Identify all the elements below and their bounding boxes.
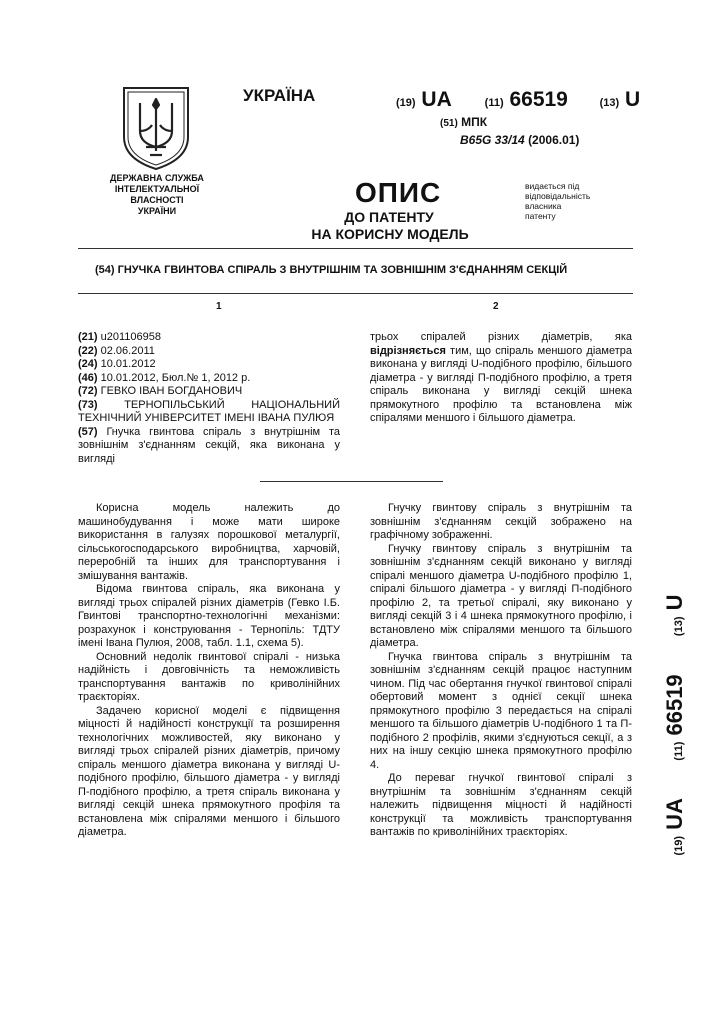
biblio-text: u201106958 — [100, 331, 161, 343]
code-51: (51) — [440, 118, 458, 129]
code-19: (19) — [396, 97, 416, 109]
claim-keyword: відрізняється — [370, 344, 446, 357]
description-paragraph: До переваг гнучкої гвинтової спіралі з внутрішнім та зовнішнім з'єднанням секцій належить підвищення міцності й надійності конструкції та можливість транспортування вантажів по криволінійних траєкторіях. — [370, 772, 632, 838]
biblio-text: ГЕВКО ІВАН БОГДАНОВИЧ — [100, 385, 243, 397]
coat-of-arms-icon — [120, 85, 192, 171]
side-code-11: (11) — [673, 741, 685, 761]
code-11: (11) — [484, 97, 504, 109]
ipc-block — [440, 114, 579, 149]
issued-note — [525, 181, 590, 221]
issued-line: власника — [525, 201, 562, 211]
biblio-code: (46) — [78, 371, 98, 384]
biblio-entry — [78, 399, 340, 426]
description-paragraph: Гнучка гвинтова спіраль з внутрішнім та зовнішнім з'єднанням секцій працює наступним чином. Під час обертання гнучкої гвинтової спіралі обертовий момент з однієї секції шнека прямокутного профілю 3 передається на спіралі меншого та більшого діаметрів U-подібного 1 та П-подібного 2 профілів, якими з'єднуються секції, а з них на іншу секцію шнека прямокутного профілю 4. — [370, 650, 632, 771]
biblio-entry — [78, 385, 340, 399]
side-code-13: (13) — [673, 616, 685, 637]
biblio-code: (57) — [78, 425, 98, 438]
doc-subtitle: НА КОРИСНУ МОДЕЛЬ — [311, 226, 469, 242]
issued-line: видається під — [525, 181, 580, 191]
biblio-entry — [78, 345, 340, 359]
claim-text: трьох спіралей різних діаметрів, яка — [370, 331, 632, 343]
code-13: (13) — [599, 97, 620, 109]
description-paragraph: Гнучку гвинтову спіраль з внутрішнім та зовнішнім з'єднанням секцій виконано у вигляді спіралі меншого діаметра U-подібного профілю 1, спіралі більшого діаметра - у вигляді П-подібного профілю 2, та третьої спіралі, яку виконано у вигляді секцій 3 і 4 шнека прямокутного профілю, і встановлено між спіралями меншого та більшого діаметра. — [370, 542, 632, 649]
side-kind-code: U — [662, 594, 687, 611]
doc-type: ОПИС — [355, 177, 442, 208]
column-number: 1 — [216, 301, 222, 312]
biblio-code: (73) — [78, 398, 98, 411]
issued-line: відповідальність — [525, 191, 591, 201]
utility-model-title: (54) ГНУЧКА ГВИНТОВА СПІРАЛЬ З ВНУТРІШНІМ ТА ЗОВНІШНІМ З'ЄДНАННЯМ СЕКЦІЙ — [95, 264, 568, 276]
biblio-code: (21) — [78, 331, 98, 343]
side-code-19: (19) — [673, 835, 685, 856]
divider — [78, 248, 633, 249]
biblio-text: 10.01.2012, Бюл.№ 1, 2012 р. — [100, 371, 251, 384]
description-paragraph: Задачею корисної моделі є підвищення міцності й надійності конструкції та розширення технологічних можливостей, яку виконано у вигляді трьох спіралей різних діаметрів, причому спіраль меншого діаметра виконана у вигляді U-подібного профілю, більшого діаметра - у вигляді П-подібного профілю, а третя спіраль виконана у вигляді секцій шнека прямокутного профіля та встановлена між спіралями меншого і більшого діаметра. — [78, 704, 340, 838]
biblio-code: (22) — [78, 344, 98, 357]
divider — [78, 293, 633, 294]
country-code: UA — [421, 88, 451, 111]
description-left-column — [78, 502, 340, 840]
agency-name — [96, 173, 218, 217]
agency-line: ІНТЕЛЕКТУАЛЬНОЇ — [114, 184, 200, 194]
biblio-entry — [78, 426, 340, 467]
agency-line: ВЛАСНОСТІ — [130, 195, 184, 205]
biblio-entry — [78, 331, 340, 345]
description-right-column — [370, 502, 632, 840]
biblio-entry — [78, 358, 340, 372]
description-paragraph: Гнучку гвинтову спіраль з внутрішнім та зовнішнім з'єднанням секцій зображено на графічному зображенні. — [370, 502, 632, 541]
country-name: УКРАЇНА — [243, 86, 316, 105]
bibliographic-data — [78, 331, 340, 466]
biblio-text: ТЕРНОПІЛЬСЬКИЙ НАЦІОНАЛЬНИЙ ТЕХНІЧНИЙ УНІВЕРСИТЕТ ІМЕНІ ІВАНА ПУЛЮЯ — [78, 398, 340, 424]
description-paragraph: Основний недолік гвинтової спіралі - низька надійність і довговічність та неможливість транспортування вантажів по криволінійних траєкторіях. — [78, 650, 340, 703]
biblio-code: (24) — [78, 358, 98, 370]
vertical-patent-label — [660, 585, 690, 865]
column-number: 2 — [493, 301, 499, 312]
kind-code: U — [624, 88, 641, 111]
description-paragraph: Корисна модель належить до машинобудування і може мати широке використання в галузях порошкової металургії, сільськогосподарського виробництва, харчовій, переробній та інших для транспортування і змішування вантажів. — [78, 502, 340, 582]
section-separator — [260, 481, 443, 482]
agency-line: ДЕРЖАВНА СЛУЖБА — [110, 173, 204, 183]
biblio-entry — [78, 372, 340, 386]
doc-subtitle: ДО ПАТЕНТУ — [344, 209, 434, 225]
side-country-code: UA — [662, 798, 687, 830]
claim-continuation — [370, 331, 632, 426]
issued-line: патенту — [525, 211, 556, 221]
biblio-text: Гнучка гвинтова спіраль з внутрішнім та зовнішнім з'єднанням секцій, яка виконана у вигляді — [78, 425, 341, 465]
publication-code — [396, 88, 640, 112]
biblio-text: 02.06.2011 — [100, 344, 155, 357]
agency-line: УКРАЇНИ — [137, 206, 177, 216]
ipc-class: B65G 33/14 — [460, 133, 525, 147]
claim-text: тим, що спіраль меншого діаметра виконана у вигляді U-подібного профілю, більшого діаметра - у вигляді П-подібного профілю, а третя спіраль виконана у вигляді секцій шнека прямокутного профілю та встановлена між спіралями меншого і більшого діаметра. — [370, 344, 632, 424]
ipc-label: МПК — [461, 115, 488, 129]
side-patent-number: 66519 — [662, 674, 687, 736]
patent-number: 66519 — [509, 88, 568, 111]
ipc-version: (2006.01) — [528, 133, 580, 147]
biblio-code: (72) — [78, 385, 98, 397]
description-paragraph: Відома гвинтова спіраль, яка виконана у вигляді трьох спіралей різних діаметрів (Гевко І.Б. Гвинтові транспортно-технологічні механізми: розрахунок і конструювання - Тернопіль: ТДТУ імені Івана Пулюя, 2008, табл. 1.1, схема 5). — [78, 583, 340, 649]
biblio-text: 10.01.2012 — [100, 358, 156, 370]
